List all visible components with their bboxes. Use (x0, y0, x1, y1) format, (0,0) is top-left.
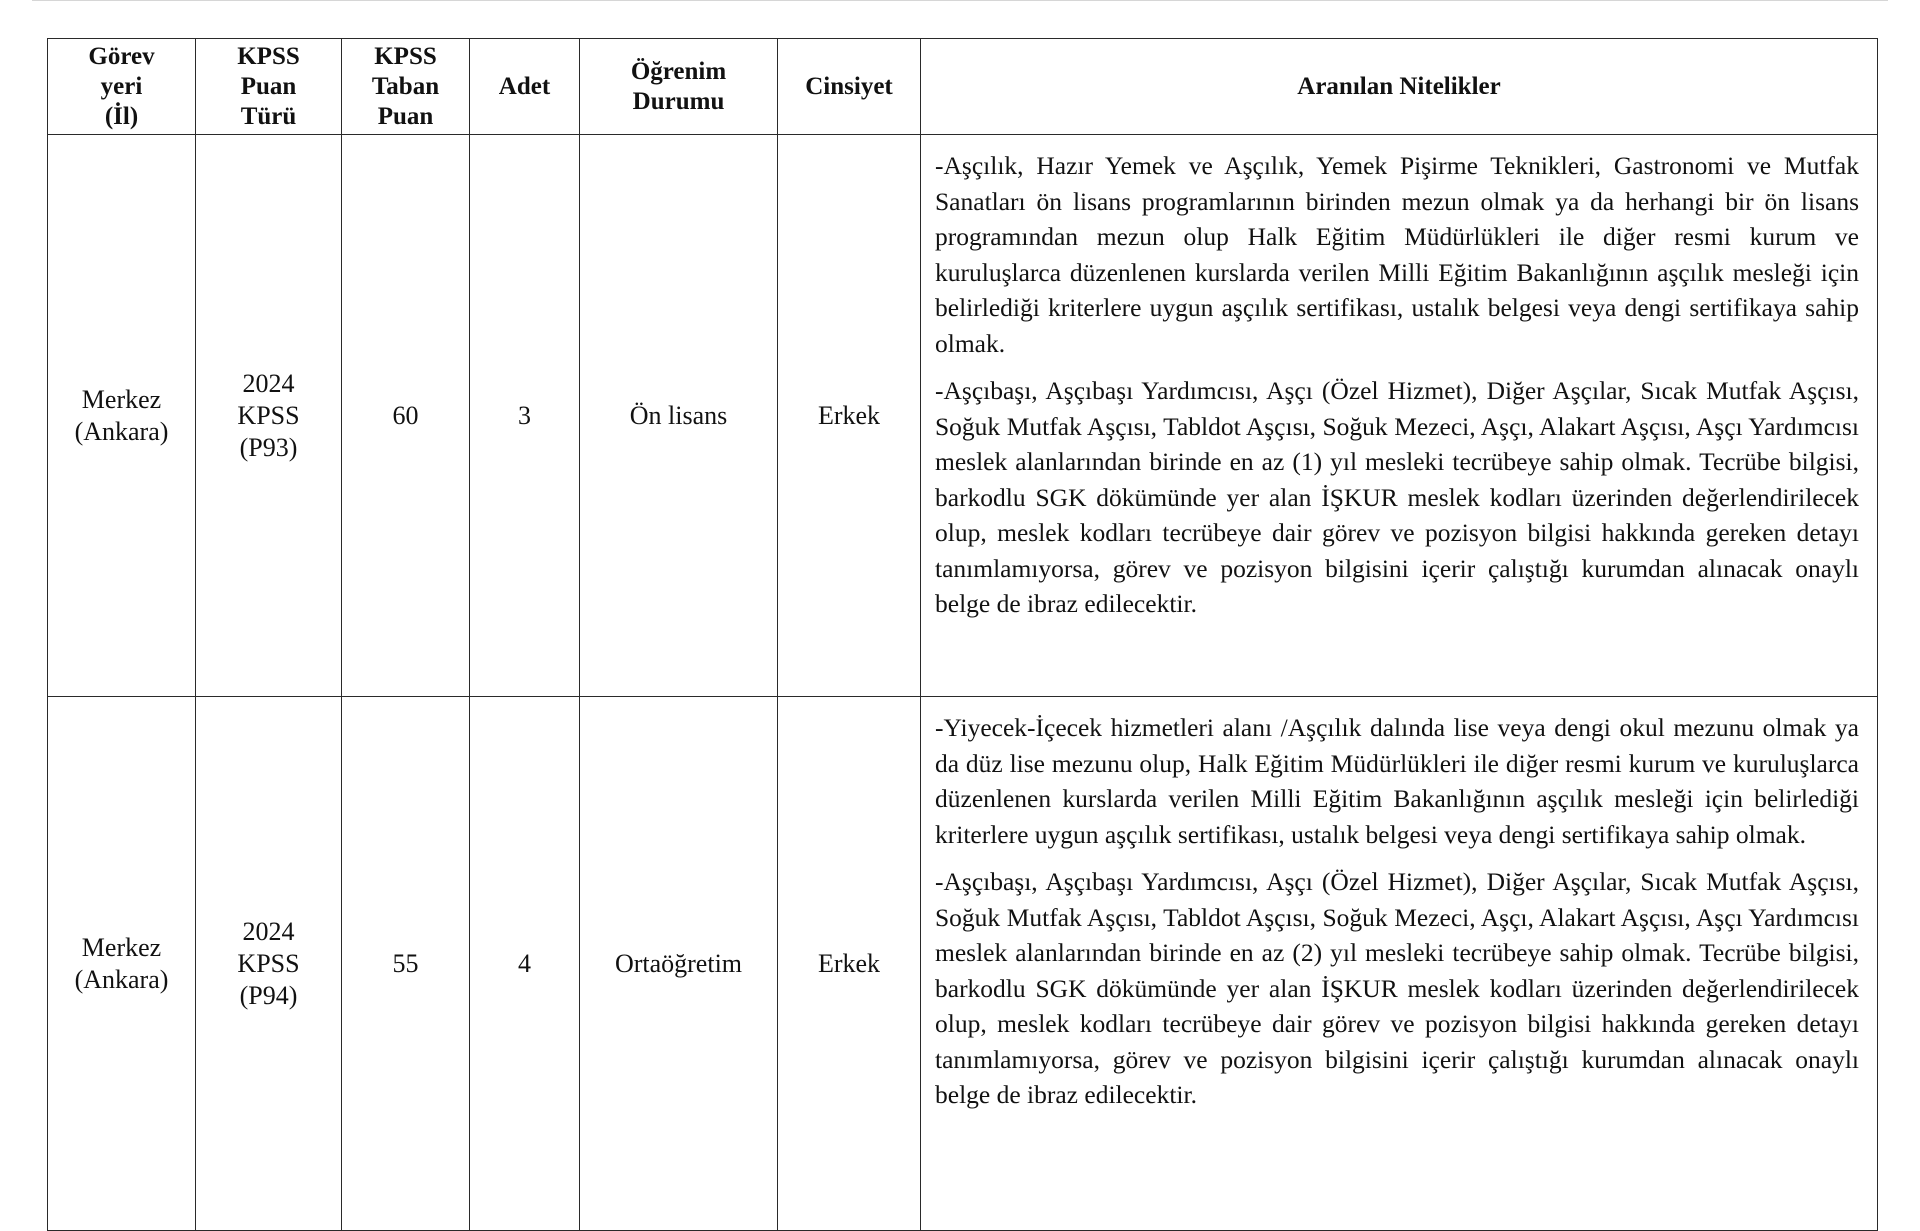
count-cell: 4 (470, 697, 580, 1231)
gender-cell: Erkek (778, 135, 921, 697)
header-qualifications (921, 39, 1878, 135)
score-exam: KPSS (237, 400, 300, 430)
score-type-cell (196, 697, 342, 1231)
base-score-cell: 60 (342, 135, 470, 697)
gender-cell: Erkek (778, 697, 921, 1231)
header-text-line: Öğrenim (630, 57, 727, 85)
header-text-line: Adet (498, 72, 551, 100)
education-cell: Ortaöğretim (580, 697, 778, 1231)
location-name: Merkez (81, 932, 162, 962)
header-text-line: Puan (377, 102, 434, 130)
table-header (48, 39, 1878, 135)
header-text-line: (İl) (104, 102, 139, 130)
header-text-line: Puan (240, 72, 297, 100)
score-code: (P94) (239, 980, 298, 1010)
qualifications-cell (921, 135, 1878, 697)
location-cell (48, 135, 196, 697)
header-text-line: Türü (240, 102, 297, 130)
header-text-line: yeri (100, 72, 143, 100)
table-row (48, 135, 1878, 697)
header-text-line: KPSS (237, 42, 300, 70)
score-exam: KPSS (237, 948, 300, 978)
header-gender (778, 39, 921, 135)
page-top-rule (32, 0, 1888, 1)
qualifications-cell (921, 697, 1878, 1231)
header-education (580, 39, 778, 135)
header-text-line: Aranılan Nitelikler (1297, 72, 1501, 100)
score-year: 2024 (242, 916, 295, 946)
table-row (48, 697, 1878, 1231)
qualification-paragraph: -Aşçılık, Hazır Yemek ve Aşçılık, Yemek Pişirme Teknikleri, Gastronomi ve Mutfak Sanatları ön lisans programlarının birinden mezun olmak ya da herhangi bir ön lisans programından mezun olup Halk Eğitim Müdürlükleri ile diğer resmi kurum ve kuruluşlarca düzenlenen kurslarda verilen Milli Eğitim Bakanlığının aşçılık mesleği için belirlediği kriterlere uygun aşçılık sertifikası, ustalık belgesi veya dengi sertifikaya sahip olmak. (935, 151, 1859, 358)
base-score-cell: 55 (342, 697, 470, 1231)
location-name: Merkez (81, 384, 162, 414)
education-cell: Ön lisans (580, 135, 778, 697)
header-text-line: Taban (371, 72, 440, 100)
table-body (48, 135, 1878, 1231)
qualification-paragraph: -Aşçıbaşı, Aşçıbaşı Yardımcısı, Aşçı (Özel Hizmet), Diğer Aşçılar, Sıcak Mutfak Aşçısı, Soğuk Mutfak Aşçısı, Tabldot Aşçısı, Soğuk Mezeci, Aşçı, Alakart Aşçısı, Aşçı Yardımcısı meslek alanlarından birinde en az (2) yıl mesleki tecrübeye sahip olmak. Tecrübe bilgisi, barkodlu SGK dökümünde yer alan İŞKUR meslek kodları üzerinden değerlendirilecek olup, meslek kodları tecrübeye dair görev ve pozisyon bilgisi hakkında gereken detayı tanımlamıyorsa, görev ve pozisyon bilgisini içerir çalıştığı kurumdan alınacak onaylı belge de ibraz edilecektir. (935, 867, 1859, 1109)
location-cell (48, 697, 196, 1231)
header-row (48, 39, 1878, 135)
qualification-paragraph: -Aşçıbaşı, Aşçıbaşı Yardımcısı, Aşçı (Özel Hizmet), Diğer Aşçılar, Sıcak Mutfak Aşçısı, Soğuk Mutfak Aşçısı, Tabldot Aşçısı, Soğuk Mezeci, Aşçı, Alakart Aşçısı, Aşçı Yardımcısı meslek alanlarından birinde en az (1) yıl mesleki tecrübeye sahip olmak. Tecrübe bilgisi, barkodlu SGK dökümünde yer alan İŞKUR meslek kodları üzerinden değerlendirilecek olup, meslek kodları tecrübeye dair görev ve pozisyon bilgisi hakkında gereken detayı tanımlamıyorsa, görev ve pozisyon bilgisini içerir çalıştığı kurumdan alınacak onaylı belge de ibraz edilecektir. (935, 376, 1859, 618)
score-year: 2024 (242, 368, 295, 398)
count-cell: 3 (470, 135, 580, 697)
header-count (470, 39, 580, 135)
score-code: (P93) (239, 432, 298, 462)
header-text-line: Durumu (632, 87, 725, 115)
qualification-paragraph: -Yiyecek-İçecek hizmetleri alanı /Aşçılık dalında lise veya dengi okul mezunu olmak ya da düz lise mezunu olup, Halk Eğitim Müdürlükleri ile diğer resmi kurum ve kuruluşlarca düzenlenen kurslarda verilen Milli Eğitim Bakanlığının aşçılık mesleği için belirlediği kriterlere uygun aşçılık sertifikası, ustalık belgesi veya dengi sertifikaya sahip olmak. (935, 713, 1859, 849)
header-score-type (196, 39, 342, 135)
job-listing-table (47, 38, 1878, 1231)
header-text-line: KPSS (374, 42, 437, 70)
location-province: (Ankara) (74, 416, 169, 446)
header-text-line: Görev (88, 42, 155, 70)
header-location (48, 39, 196, 135)
header-text-line: Cinsiyet (805, 72, 893, 100)
score-type-cell (196, 135, 342, 697)
header-base-score (342, 39, 470, 135)
location-province: (Ankara) (74, 964, 169, 994)
